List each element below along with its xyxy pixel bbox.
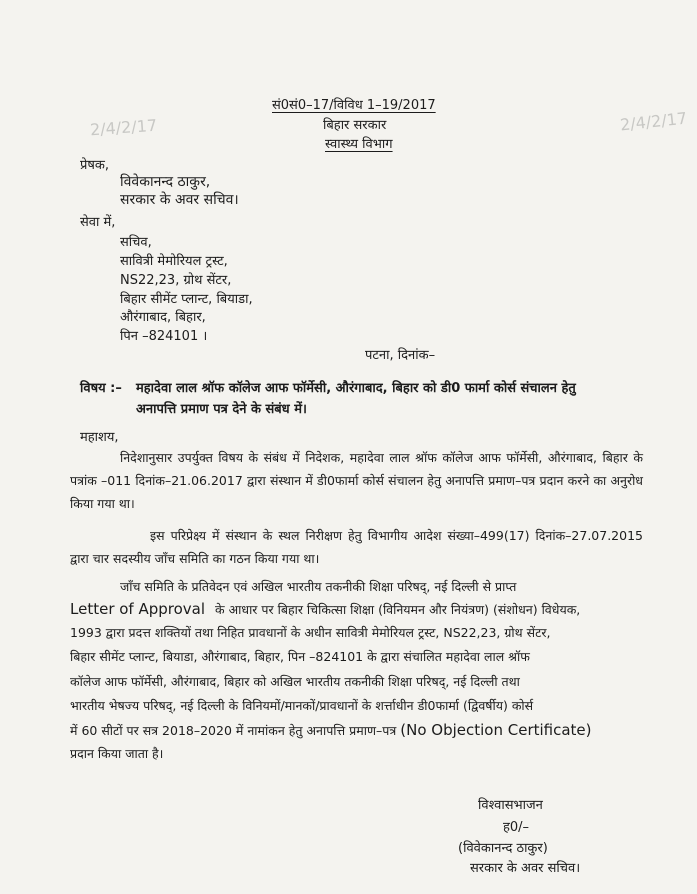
closing: विश्वासभाजन: [478, 798, 543, 813]
signatory-designation: सरकार के अवर सचिव।: [470, 861, 581, 876]
recipient-line: NS22,23, ग्रोथ सेंटर,: [120, 273, 232, 288]
no-objection-certificate: (No Objection Certificate): [400, 721, 592, 739]
paragraph-3-line: Letter of Approval के आधार पर बिहार चिकित्सा शिक्षा (विनियमन और नियंत्रण) (संशोधन) विधेयक,: [70, 600, 581, 618]
paragraph-3-line: 1993 द्वारा प्रदत्त शक्तियों तथा निहित प्रावधानों के अधीन सावित्री मेमोरियल ट्रस्ट, NS22,23, ग्रोथ सेंटर,: [70, 625, 551, 640]
subject-line-2: अनापत्ति प्रमाण पत्र देने के संबंध में।: [136, 402, 307, 417]
reference-number: सं0सं0–17/विविध 1–19/2017: [272, 98, 436, 113]
paragraph-3-line: कॉलेज आफ फॉर्मेसी, औरंगाबाद, बिहार को अखिल भारतीय तकनीकी शिक्षा परिषद्, नई दिल्ली तथा: [70, 674, 520, 689]
salutation: महाशय,: [80, 430, 119, 445]
recipient-line: सावित्री मेमोरियल ट्रस्ट,: [120, 254, 228, 269]
subject-line-1: महादेवा लाल श्रॉफ कॉलेज आफ फॉर्मेसी, औरंगाबाद, बिहार को डी0 फार्मा कोर्स संचालन हेतु: [136, 381, 576, 396]
letter-of-approval: Letter of Approval: [70, 600, 206, 618]
government-name: बिहार सरकार: [323, 118, 387, 133]
place-date: पटना, दिनांक–: [365, 348, 436, 363]
signatory-name: (विवेकानन्द ठाकुर): [458, 841, 548, 856]
paragraph-3-line: में 60 सीटों पर सत्र 2018–2020 में नामांकन हेतु अनापत्ति प्रमाण–पत्र (No Objection Certificate): [70, 721, 592, 739]
department-name: स्वास्थ्य विभाग: [325, 137, 393, 152]
paragraph-3-line: जाँच समिति के प्रतिवेदन एवं अखिल भारतीय तकनीकी शिक्षा परिषद्, नई दिल्ली से प्राप्त: [120, 579, 517, 594]
sender-label: प्रेषक,: [80, 158, 110, 173]
sender-designation: सरकार के अवर सचिव।: [120, 192, 239, 208]
recipient-line: बिहार सीमेंट प्लान्ट, बियाडा,: [120, 292, 253, 307]
recipient-label: सेवा में,: [80, 215, 116, 230]
paragraph-1: निदेशानुसार उपर्युक्त विषय के संबंध में निदेशक, महादेवा लाल श्रॉफ कॉलेज आफ फॉर्मेसी, औरंगाबाद, बिहार के पत्रांक –011 दिनांक–21.06.2017 द्वारा संस्थान में डी0फार्मा कोर्स संचालन हेतु अनापत्ति प्रमाण–पत्र प्रदान करने का अनुरोध किया गया था।: [70, 450, 643, 511]
paragraph-3-line: प्रदान किया जाता है।: [70, 746, 164, 761]
bleed-through-mark: 2/4/2/17: [89, 115, 158, 140]
paragraph-3-line: भारतीय भेषज्य परिषद्, नई दिल्ली के विनियमों/मानकों/प्रावधानों के शर्त्ताधीन डी0फार्मा (द्विवर्षीय) कोर्स: [70, 698, 534, 713]
sender-name: विवेकानन्द ठाकुर,: [120, 174, 211, 190]
recipient-line: सचिव,: [120, 235, 152, 250]
subject-label: विषय :–: [80, 381, 122, 396]
recipient-line: औरंगाबाद, बिहार,: [120, 310, 206, 325]
recipient-line: पिन –824101 ।: [120, 329, 208, 344]
signed-mark: ह0/–: [503, 820, 530, 835]
bleed-through-mark: 2/4/2/17: [619, 108, 688, 135]
paragraph-2: इस परिप्रेक्ष्य में संस्थान के स्थल निरीक्षण हेतु विभागीय आदेश संख्या–499(17) दिनांक–27.07.2015 द्वारा चार सदस्यीय जाँच समिति का गठन किया गया था।: [70, 528, 643, 566]
paragraph-3-line: बिहार सीमेंट प्लान्ट, बियाडा, औरंगाबाद, बिहार, पिन –824101 के द्वारा संचालित महादेवा लाल श्रॉफ: [70, 649, 530, 664]
